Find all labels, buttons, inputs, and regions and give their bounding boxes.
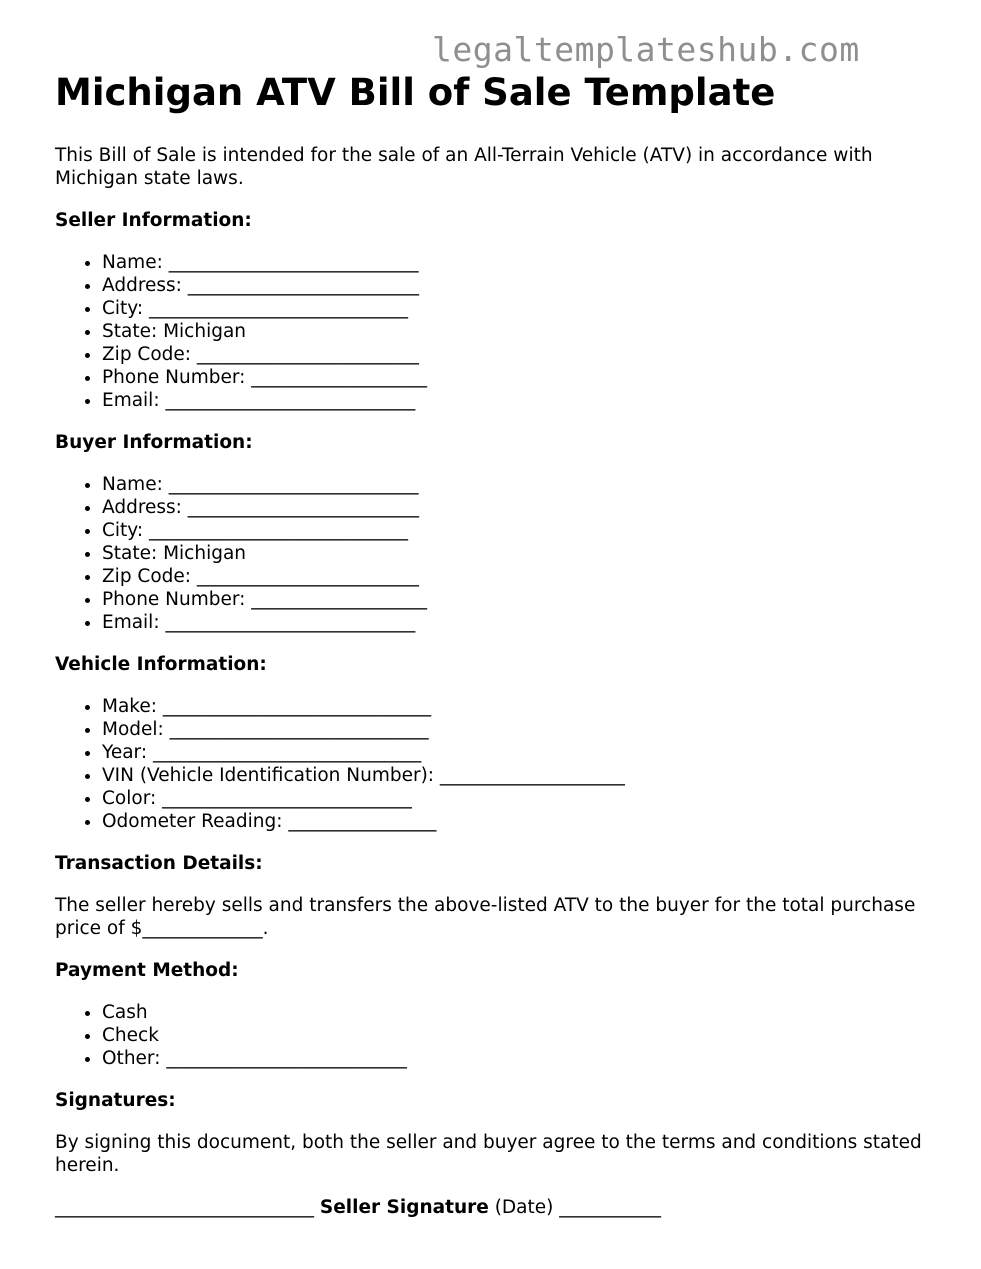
seller-list — [55, 251, 935, 412]
buyer-name-field: • Name: ___________________________ — [102, 473, 935, 496]
vehicle-year-field: • Year: _____________________________ — [102, 741, 935, 764]
seller-phone-field: • Phone Number: ___________________ — [102, 366, 935, 389]
watermark: legaltemplateshub.com — [432, 30, 860, 69]
buyer-city-field: • City: ____________________________ — [102, 519, 935, 542]
vehicle-model-field: • Model: ____________________________ — [102, 718, 935, 741]
payment-check-option: • Check — [102, 1024, 935, 1047]
buyer-address-field: • Address: _________________________ — [102, 496, 935, 519]
seller-signature-line — [55, 1196, 935, 1219]
seller-name-field: • Name: ___________________________ — [102, 251, 935, 274]
payment-cash-option: • Cash — [102, 1001, 935, 1024]
seller-signature-blank: ____________________________ — [55, 1197, 314, 1218]
signatures-paragraph: By signing this document, both the seller and buyer agree to the terms and conditions stated herein. — [55, 1132, 922, 1176]
vehicle-make-field: • Make: _____________________________ — [102, 695, 935, 718]
document-page — [55, 70, 935, 1219]
transaction-paragraph: The seller hereby sells and transfers the above-listed ATV to the buyer for the total purchase price of $_____________. — [55, 895, 916, 939]
buyer-zip-field: • Zip Code: ________________________ — [102, 565, 935, 588]
seller-heading: Seller Information: — [55, 210, 252, 231]
intro-paragraph: This Bill of Sale is intended for the sale of an All-Terrain Vehicle (ATV) in accordance with Michigan state laws. — [55, 145, 873, 189]
seller-email-field: • Email: ___________________________ — [102, 389, 935, 412]
seller-signature-date-label: (Date) — [494, 1197, 554, 1218]
page-title: Michigan ATV Bill of Sale Template — [55, 71, 776, 114]
seller-city-field: • City: ____________________________ — [102, 297, 935, 320]
payment-other-option: • Other: __________________________ — [102, 1047, 935, 1070]
vehicle-vin-field: • VIN (Vehicle Identification Number): ____________________ — [102, 764, 935, 787]
seller-signature-label: Seller Signature — [319, 1197, 489, 1218]
buyer-phone-field: • Phone Number: ___________________ — [102, 588, 935, 611]
vehicle-list — [55, 695, 935, 833]
vehicle-color-field: • Color: ___________________________ — [102, 787, 935, 810]
seller-address-field: • Address: _________________________ — [102, 274, 935, 297]
buyer-list — [55, 473, 935, 634]
seller-zip-field: • Zip Code: ________________________ — [102, 343, 935, 366]
transaction-heading: Transaction Details: — [55, 853, 263, 874]
vehicle-odometer-field: • Odometer Reading: ________________ — [102, 810, 935, 833]
vehicle-heading: Vehicle Information: — [55, 654, 267, 675]
seller-signature-date-blank: ___________ — [559, 1197, 661, 1218]
signatures-heading: Signatures: — [55, 1090, 176, 1111]
buyer-email-field: • Email: ___________________________ — [102, 611, 935, 634]
payment-heading: Payment Method: — [55, 960, 239, 981]
payment-list — [55, 1001, 935, 1070]
buyer-heading: Buyer Information: — [55, 432, 253, 453]
seller-state-field: • State: Michigan — [102, 320, 935, 343]
buyer-state-field: • State: Michigan — [102, 542, 935, 565]
